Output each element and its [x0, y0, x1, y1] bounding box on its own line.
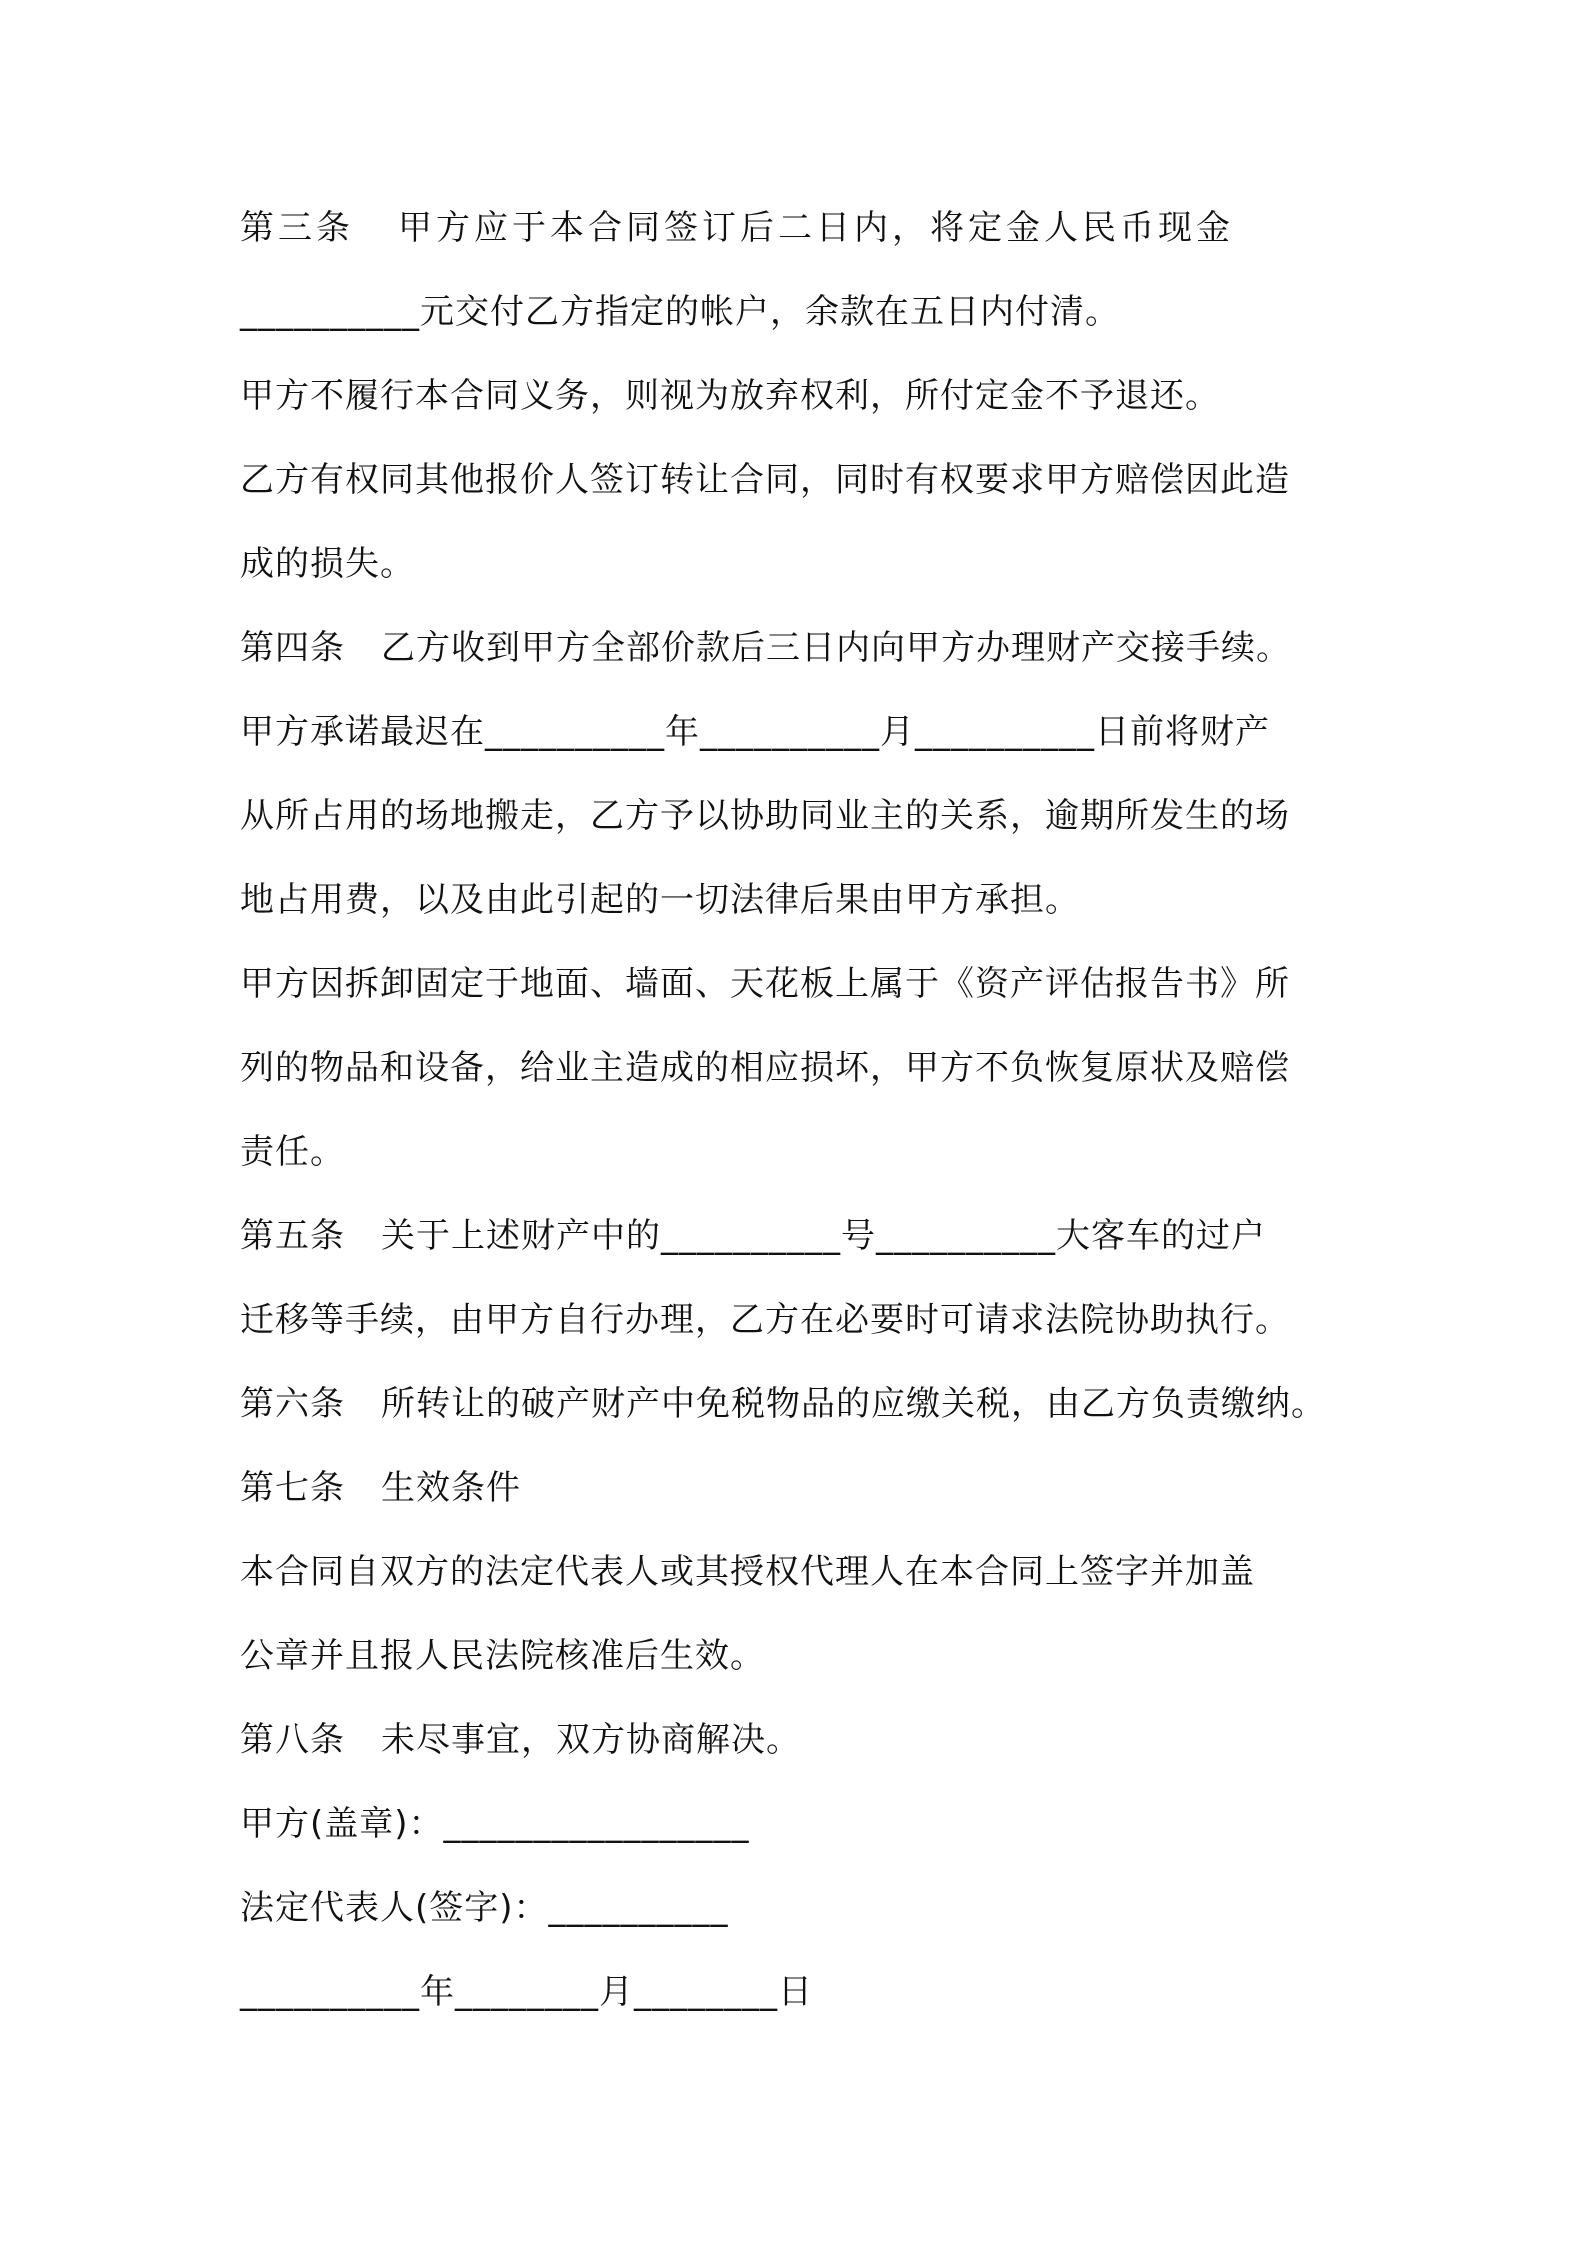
- legal-representative-signature-line: 法定代表人(签字)：__________: [240, 1888, 729, 1928]
- article-4-line-6: 列的物品和设备，给业主造成的相应损坏，甲方不负恢复原状及赔偿: [240, 1048, 1290, 1088]
- article-3-line-4: 乙方有权同其他报价人签订转让合同，同时有权要求甲方赔偿因此造: [240, 460, 1290, 500]
- party-a-seal-line: 甲方(盖章)：_________________: [240, 1804, 750, 1844]
- article-5-line-2: 迁移等手续，由甲方自行办理，乙方在必要时可请求法院协助执行。: [240, 1300, 1290, 1340]
- article-6-heading: 第六条: [240, 1384, 345, 1424]
- signing-date-line: __________年________月________日: [240, 1972, 813, 2012]
- article-3-text: 甲方应于本合同签订后二日内，将定金人民币现金: [398, 208, 1234, 248]
- article-8-heading: 第八条: [240, 1720, 345, 1760]
- article-3-line-2: __________元交付乙方指定的帐户，余款在五日内付清。: [240, 292, 1120, 332]
- article-3-line-1: [240, 198, 1380, 282]
- article-6-text: 所转让的破产财产中免税物品的应缴关税，由乙方负责缴纳。: [381, 1384, 1326, 1424]
- contract-body: [240, 198, 1380, 2046]
- article-7-line-1: [240, 1458, 1380, 1542]
- article-5-heading: 第五条: [240, 1216, 345, 1256]
- article-3-heading: 第三条: [240, 208, 354, 248]
- article-6-line-1: [240, 1374, 1380, 1458]
- article-4-line-2: 甲方承诺最迟在__________年__________月__________日前将财产: [240, 712, 1270, 752]
- article-5-text: 关于上述财产中的__________号__________大客车的过户: [381, 1216, 1266, 1256]
- article-4-line-5: 甲方因拆卸固定于地面、墙面、天花板上属于《资产评估报告书》所: [240, 964, 1290, 1004]
- article-7-line-2: 本合同自双方的法定代表人或其授权代理人在本合同上签字并加盖: [240, 1552, 1255, 1592]
- article-4-text: 乙方收到甲方全部价款后三日内向甲方办理财产交接手续。: [381, 628, 1291, 668]
- article-4-heading: 第四条: [240, 628, 345, 668]
- article-4-line-3: 从所占用的场地搬走，乙方予以协助同业主的关系，逾期所发生的场: [240, 796, 1290, 836]
- article-8-text: 未尽事宜，双方协商解决。: [381, 1720, 801, 1760]
- article-5-line-1: [240, 1206, 1380, 1290]
- article-8-line-1: [240, 1710, 1380, 1794]
- article-4-line-7: 责任。: [240, 1132, 345, 1172]
- article-7-heading: 第七条: [240, 1468, 345, 1508]
- article-7-line-3: 公章并且报人民法院核准后生效。: [240, 1636, 765, 1676]
- article-3-line-3: 甲方不履行本合同义务，则视为放弃权利，所付定金不予退还。: [240, 376, 1220, 416]
- article-3-line-5: 成的损失。: [240, 544, 415, 584]
- article-4-line-1: [240, 618, 1380, 702]
- article-7-text: 生效条件: [381, 1468, 521, 1508]
- article-4-line-4: 地占用费，以及由此引起的一切法律后果由甲方承担。: [240, 880, 1080, 920]
